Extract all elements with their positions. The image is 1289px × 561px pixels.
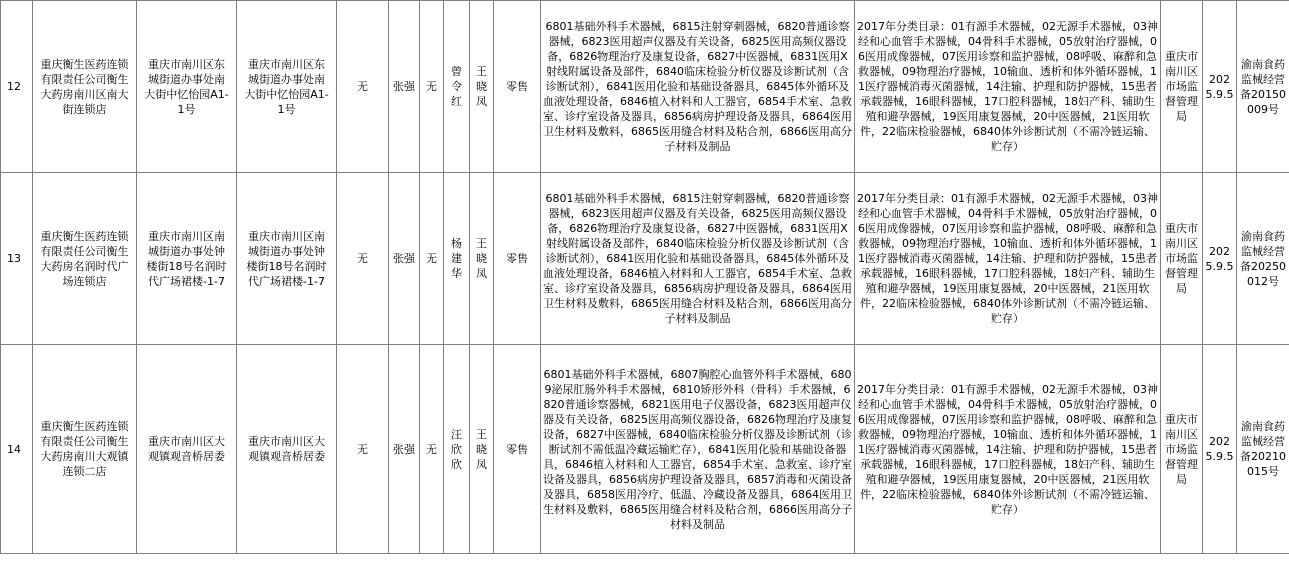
scope-2002: 6801基础外科手术器械，6815注射穿刺器械，6820普通诊察器械，6823医用超声仪器及有关设备，6825医用高频仪器设备，6826物理治疗及康复设备，6827中医器械，6831医用X射线附属设备及部件，6840临床检验分析仪器及诊断试剂（含诊断试剂），6841医用化验和基础设备器具，6845体外循环及血液处理设备，6846植入材料和人工器官，6854手术室、急救室、诊疗室设备及器具，6856病房护理设备及器具，6864医用卫生材料及敷料，6865医用缝合材料及粘合剂，6866医用高分子材料及制品	[541, 1, 855, 173]
table-row	[1, 1, 1289, 173]
none-cell: 无	[337, 345, 389, 554]
warehouse-address: 重庆市南川区大观镇观音桥居委	[237, 345, 337, 554]
quality-manager: 曾令红	[444, 1, 470, 173]
company-name: 重庆衡生医药连锁有限责任公司衡生大药房南川区南大街连锁店	[33, 1, 137, 173]
scope-2017: 2017年分类目录：01有源手术器械，02无源手术器械，03神经和心血管手术器械，04骨科手术器械，05放射治疗器械，06医用成像器械，07医用诊察和监护器械，08呼吸、麻醉和急救器械，09物理治疗器械，10输血、透析和体外循环器械，11医疗器械消毒灭菌器械，14注输、护理和防护器械，15患者承载器械，16眼科器械，17口腔科器械，18妇产科、辅助生殖和避孕器械，19医用康复器械，20中医器械，21医用软件，22临床检验器械，6840体外诊断试剂（不需冷链运输、贮存）	[855, 345, 1161, 554]
record-date: 2025.9.5	[1203, 345, 1237, 554]
none-cell: 无	[337, 173, 389, 345]
record-date: 2025.9.5	[1203, 173, 1237, 345]
quality-manager: 汪欣欣	[444, 345, 470, 554]
business-mode: 零售	[494, 173, 541, 345]
authority: 重庆市南川区市场监督管理局	[1161, 1, 1203, 173]
legal-representative: 张强	[389, 1, 420, 173]
none-cell: 无	[420, 345, 444, 554]
table-row	[1, 345, 1289, 554]
responsible-person: 王晓凤	[470, 173, 494, 345]
row-number: 14	[1, 345, 33, 554]
business-address: 重庆市南川区大观镇观音桥居委	[137, 345, 237, 554]
certificate-number: 渝南食药监械经营备20210015号	[1237, 345, 1289, 554]
warehouse-address: 重庆市南川区南城街道办事处钟楼街18号名润时代广场裙楼-1-7	[237, 173, 337, 345]
business-address: 重庆市南川区南城街道办事处钟楼街18号名润时代广场裙楼-1-7	[137, 173, 237, 345]
business-address: 重庆市南川区东城街道办事处南大街中忆怡园A1-1号	[137, 1, 237, 173]
business-mode: 零售	[494, 345, 541, 554]
none-cell: 无	[420, 173, 444, 345]
record-date: 2025.9.5	[1203, 1, 1237, 173]
quality-manager: 杨建华	[444, 173, 470, 345]
business-mode: 零售	[494, 1, 541, 173]
company-name: 重庆衡生医药连锁有限责任公司衡生大药房名润时代广场连锁店	[33, 173, 137, 345]
row-number: 13	[1, 173, 33, 345]
certificate-number: 渝南食药监械经营备20150009号	[1237, 1, 1289, 173]
legal-representative: 张强	[389, 345, 420, 554]
none-cell: 无	[337, 1, 389, 173]
responsible-person: 王晓凤	[470, 345, 494, 554]
certificate-number: 渝南食药监械经营备20250012号	[1237, 173, 1289, 345]
row-number: 12	[1, 1, 33, 173]
legal-representative: 张强	[389, 173, 420, 345]
responsible-person: 王晓凤	[470, 1, 494, 173]
scope-2017: 2017年分类目录：01有源手术器械，02无源手术器械，03神经和心血管手术器械，04骨科手术器械，05放射治疗器械，06医用成像器械，07医用诊察和监护器械，08呼吸、麻醉和急救器械，09物理治疗器械，10输血、透析和体外循环器械，11医疗器械消毒灭菌器械，14注输、护理和防护器械，15患者承载器械，16眼科器械，17口腔科器械，18妇产科、辅助生殖和避孕器械，19医用康复器械，20中医器械，21医用软件，22临床检验器械，6840体外诊断试剂（不需冷链运输、贮存）	[855, 173, 1161, 345]
scope-2002: 6801基础外科手术器械，6815注射穿刺器械，6820普通诊察器械，6823医用超声仪器及有关设备，6825医用高频仪器设备，6826物理治疗及康复设备，6827中医器械，6831医用X射线附属设备及部件，6840临床检验分析仪器及诊断试剂（含诊断试剂），6841医用化验和基础设备器具，6845体外循环及血液处理设备，6846植入材料和人工器官，6854手术室、急救室、诊疗室设备及器具，6856病房护理设备及器具，6864医用卫生材料及敷料，6865医用缝合材料及粘合剂，6866医用高分子材料及制品	[541, 173, 855, 345]
company-name: 重庆衡生医药连锁有限责任公司衡生大药房南川大观镇连锁二店	[33, 345, 137, 554]
none-cell: 无	[420, 1, 444, 173]
authority: 重庆市南川区市场监督管理局	[1161, 345, 1203, 554]
scope-2017: 2017年分类目录：01有源手术器械，02无源手术器械，03神经和心血管手术器械，04骨科手术器械，05放射治疗器械，06医用成像器械，07医用诊察和监护器械，08呼吸、麻醉和急救器械，09物理治疗器械，10输血、透析和体外循环器械，11医疗器械消毒灭菌器械，14注输、护理和防护器械，15患者承载器械，16眼科器械，17口腔科器械，18妇产科、辅助生殖和避孕器械，19医用康复器械，20中医器械，21医用软件，22临床检验器械，6840体外诊断试剂（不需冷链运输、贮存）	[855, 1, 1161, 173]
scope-2002: 6801基础外科手术器械，6807胸腔心血管外科手术器械，6809泌尿肛肠外科手术器械，6810矫形外科（骨科）手术器械，6820普通诊察器械，6821医用电子仪器设备，6823医用超声仪器及有关设备，6825医用高频仪器设备，6826物理治疗及康复设备，6827中医器械，6840临床检验分析仪器及诊断试剂（诊断试剂不需低温冷藏运输贮存），6841医用化验和基础设备器具，6846植入材料和人工器官，6854手术室、急救室、诊疗室设备及器具，6856病房护理设备及器具，6857消毒和灭菌设备及器具，6858医用冷疗、低温、冷藏设备及器具，6864医用卫生材料及敷料，6865医用缝合材料及粘合剂，6866医用高分子材料及制品	[541, 345, 855, 554]
warehouse-address: 重庆市南川区东城街道办事处南大街中忆怡园A1-1号	[237, 1, 337, 173]
authority: 重庆市南川区市场监督管理局	[1161, 173, 1203, 345]
table-row	[1, 173, 1289, 345]
